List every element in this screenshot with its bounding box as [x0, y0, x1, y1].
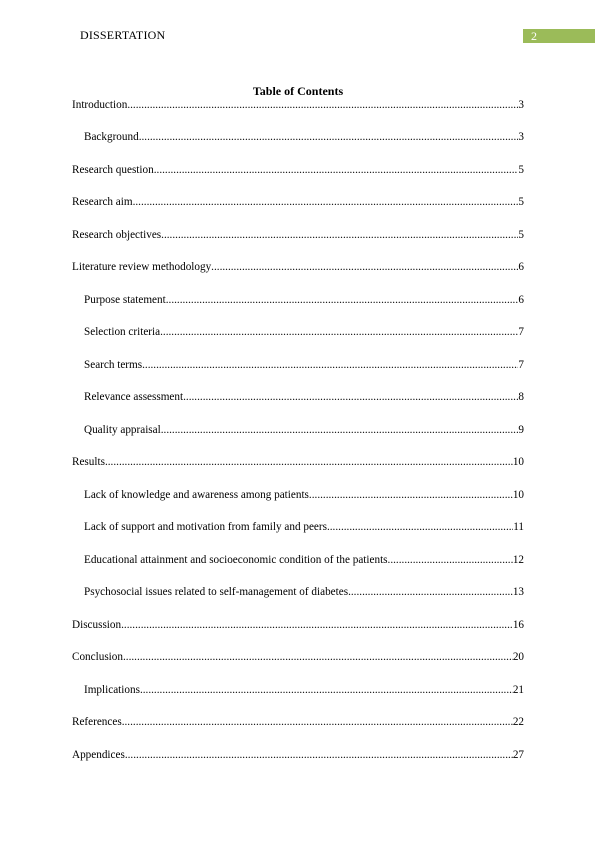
toc-entry-label: Research aim — [72, 196, 133, 208]
toc-entry-label: Conclusion — [72, 651, 123, 663]
toc-entry-research-aim[interactable] — [72, 195, 524, 210]
page-number-box — [523, 29, 595, 43]
toc-entry-label: Lack of knowledge and awareness among patients — [84, 489, 309, 501]
toc-leader-dots — [139, 130, 519, 145]
toc-entry-label: Background — [84, 131, 139, 143]
toc-entry-label: Quality appraisal — [84, 424, 161, 436]
toc-entry-psychosocial-issues[interactable] — [84, 585, 524, 600]
toc-entry-purpose-statement[interactable] — [84, 293, 524, 308]
toc-leader-dots — [183, 390, 518, 405]
toc-leader-dots — [388, 553, 513, 568]
toc-entry-conclusion[interactable] — [72, 650, 524, 665]
toc-leader-dots — [348, 585, 513, 600]
toc-leader-dots — [142, 358, 518, 373]
toc-leader-dots — [122, 715, 513, 730]
toc-entry-page: 6 — [518, 294, 524, 306]
toc-entry-page: 5 — [518, 229, 524, 241]
toc-leader-dots — [309, 488, 513, 503]
toc-entry-page: 22 — [512, 716, 524, 728]
toc-entry-page: 7 — [518, 359, 524, 371]
toc-entry-label: Psychosocial issues related to self-management of diabetes — [84, 586, 349, 598]
toc-entry-page: 20 — [512, 651, 524, 663]
toc-entry-relevance-assessment[interactable] — [84, 390, 524, 405]
toc-entry-page: 13 — [512, 586, 524, 598]
toc-entry-page: 27 — [512, 749, 524, 761]
toc-entry-lack-of-support[interactable] — [84, 520, 524, 535]
toc-entry-label: Relevance assessment — [84, 391, 184, 403]
toc-entry-page: 9 — [518, 424, 524, 436]
running-header-title: DISSERTATION — [80, 28, 166, 42]
toc-entry-page: 7 — [518, 326, 524, 338]
toc-entry-page: 3 — [518, 99, 524, 111]
toc-leader-dots — [160, 325, 518, 340]
toc-entry-label: Results — [72, 456, 105, 468]
toc-entry-page: 10 — [512, 456, 524, 468]
toc-entry-background[interactable] — [84, 130, 524, 145]
toc-entry-lack-of-knowledge[interactable] — [84, 488, 524, 503]
toc-entry-page: 5 — [518, 164, 524, 176]
toc-entry-page: 6 — [518, 261, 524, 273]
toc-leader-dots — [161, 423, 519, 438]
toc-entry-label: Research objectives — [72, 229, 162, 241]
toc-leader-dots — [327, 520, 513, 535]
toc-entry-references[interactable] — [72, 715, 524, 730]
toc-entry-educational-attainment[interactable] — [84, 553, 524, 568]
toc-entry-selection-criteria[interactable] — [84, 325, 524, 340]
toc-entry-literature-review-methodology[interactable] — [72, 260, 524, 275]
toc-entry-label: Literature review methodology — [72, 261, 212, 273]
toc-entry-label: Purpose statement — [84, 294, 166, 306]
toc-entry-page: 5 — [518, 196, 524, 208]
toc-leader-dots — [123, 650, 513, 665]
toc-entry-implications[interactable] — [84, 683, 524, 698]
toc-entry-label: References — [72, 716, 122, 728]
toc-entry-search-terms[interactable] — [84, 358, 524, 373]
toc-leader-dots — [121, 618, 513, 633]
toc-leader-dots — [127, 98, 518, 113]
toc-entry-label: Discussion — [72, 619, 122, 631]
toc-leader-dots — [154, 163, 519, 178]
toc-leader-dots — [125, 748, 513, 763]
toc-entry-quality-appraisal[interactable] — [84, 423, 524, 438]
toc-leader-dots — [161, 228, 518, 243]
toc-entry-label: Educational attainment and socioeconomic condition of the patients — [84, 554, 388, 566]
toc-entry-page: 11 — [513, 521, 524, 533]
toc-entry-page: 10 — [512, 489, 524, 501]
toc-entry-page: 3 — [518, 131, 524, 143]
toc-entry-label: Selection criteria — [84, 326, 161, 338]
toc-leader-dots — [105, 455, 513, 470]
toc-leader-dots — [133, 195, 519, 210]
toc-leader-dots — [140, 683, 513, 698]
toc-leader-dots — [211, 260, 518, 275]
toc-entry-page: 8 — [518, 391, 524, 403]
toc-entry-page: 12 — [512, 554, 524, 566]
toc-entry-appendices[interactable] — [72, 748, 524, 763]
toc-entry-results[interactable] — [72, 455, 524, 470]
toc-entry-research-question[interactable] — [72, 163, 524, 178]
toc-entry-label: Research question — [72, 164, 154, 176]
toc-leader-dots — [166, 293, 519, 308]
toc-entry-page: 16 — [512, 619, 524, 631]
toc-entry-label: Search terms — [84, 359, 143, 371]
toc-entry-introduction[interactable] — [72, 98, 524, 113]
toc-entry-label: Implications — [84, 684, 140, 696]
page-number: 2 — [531, 29, 537, 43]
toc-entry-label: Introduction — [72, 99, 128, 111]
toc-entry-label: Appendices — [72, 749, 125, 761]
toc-heading: Table of Contents — [252, 84, 344, 98]
toc-entry-research-objectives[interactable] — [72, 228, 524, 243]
toc-entry-label: Lack of support and motivation from family and peers — [84, 521, 327, 533]
toc-entry-discussion[interactable] — [72, 618, 524, 633]
toc-entry-page: 21 — [512, 684, 524, 696]
